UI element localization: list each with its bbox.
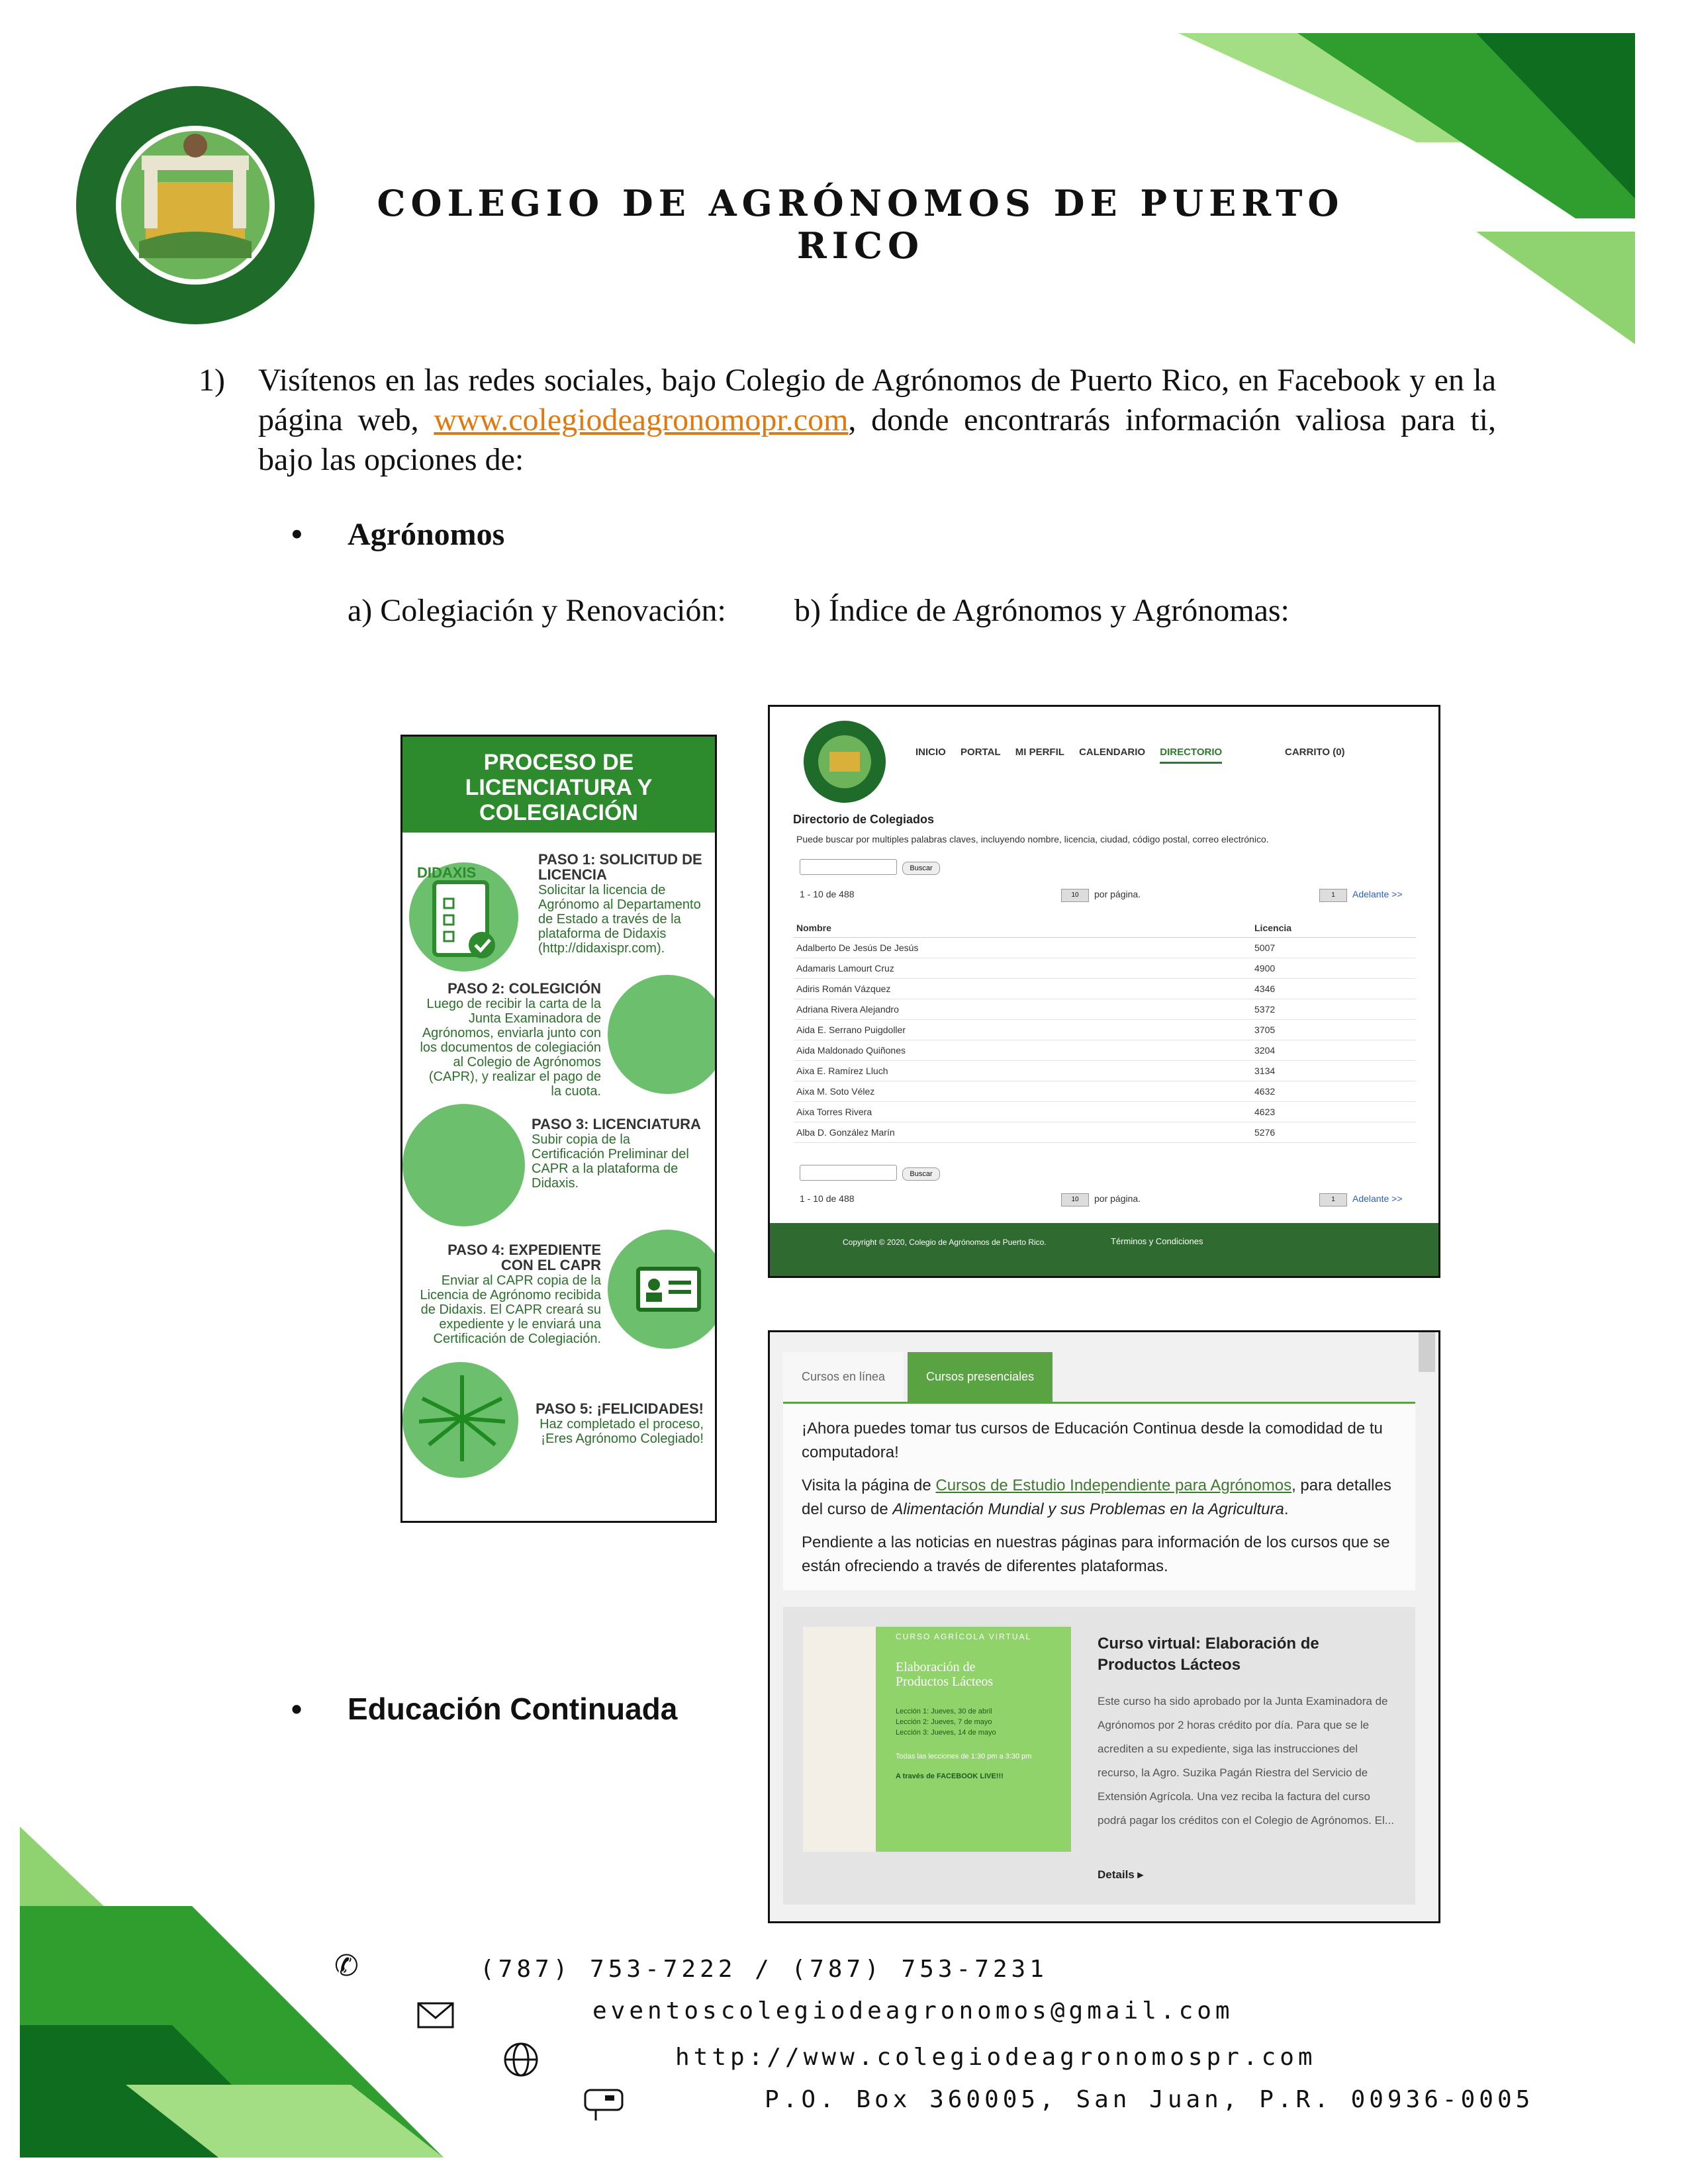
per-page-label: por página.	[1094, 889, 1141, 899]
courses-content	[783, 1402, 1415, 1590]
course-card-title[interactable]: Curso virtual: Elaboración de Productos Lácteos	[1098, 1635, 1319, 1674]
cell-nombre: Aixa Torres Rivera	[794, 1102, 1252, 1122]
step-4-title: PASO 4: EXPEDIENTE CON EL CAPR	[447, 1242, 601, 1273]
results-range-bottom: 1 - 10 de 488	[800, 1193, 855, 1204]
search-button[interactable]: Buscar	[902, 862, 940, 875]
step-1-title: PASO 1: SOLICITUD DE LICENCIA	[538, 851, 702, 883]
step-4-text: Enviar al CAPR copia de la Licencia de Agrónomo recibida de Didaxis. El CAPR creará su expediente y le enviará una Certificación de Colegiación.	[420, 1273, 601, 1346]
table-row[interactable]	[794, 999, 1416, 1020]
cart-link[interactable]: CARRITO (0)	[1285, 747, 1345, 758]
step-2-text: Luego de recibir la carta de la Junta Examinadora de Agrónomos, enviarla junto con los documentos de colegiación al Colegio de Agrónomos (CAPR), y realizar el pago de la cuota.	[420, 997, 601, 1099]
didaxis-label: DIDAXIS	[417, 864, 477, 881]
next-page-link[interactable]: Adelante >>	[1352, 889, 1403, 899]
contact-phone: (787) 753-7222 / (787) 753-7231	[480, 1956, 1048, 1983]
step-3-title: PASO 3: LICENCIATURA	[532, 1116, 701, 1132]
cell-licencia: 5007	[1252, 938, 1416, 958]
step-1	[538, 852, 707, 956]
independent-study-link[interactable]: Cursos de Estudio Independiente para Agrónomos	[935, 1477, 1292, 1494]
table-row[interactable]	[794, 979, 1416, 999]
dairy-photo	[803, 1627, 876, 1852]
cell-nombre: Aixa M. Soto Vélez	[794, 1081, 1252, 1102]
colegiados-table	[794, 919, 1416, 1143]
courses-screenshot	[768, 1330, 1440, 1923]
table-row[interactable]	[794, 1061, 1416, 1081]
step-5-text: Haz completado el proceso, ¡Eres Agrónomo Colegiado!	[539, 1417, 704, 1446]
nav-directorio[interactable]: DIRECTORIO	[1160, 747, 1222, 764]
step-3-text: Subir copia de la Certificación Preliminar del CAPR a la plataforma de Didaxis.	[532, 1132, 689, 1191]
cell-nombre: Aida E. Serrano Puigdoller	[794, 1020, 1252, 1040]
cell-licencia: 5276	[1252, 1122, 1416, 1143]
directory-title: Directorio de Colegiados	[793, 813, 935, 826]
nav-calendario[interactable]: CALENDARIO	[1079, 747, 1146, 758]
cell-nombre: Adalberto De Jesús De Jesús	[794, 938, 1252, 958]
directory-nav	[915, 747, 1234, 758]
bullet-educacion-label: Educación Continuada	[348, 1692, 678, 1726]
flyer-lesson-1: Lección 1: Jueves, 30 de abril	[896, 1707, 992, 1715]
checklist-icon	[428, 876, 500, 962]
page-select[interactable]: 1	[1319, 889, 1347, 902]
column-header-nombre: Nombre	[794, 919, 1252, 938]
step-5	[522, 1402, 704, 1446]
infographic-title: PROCESO DE LICENCIATURA Y COLEGIACIÓN	[402, 737, 715, 833]
table-row[interactable]	[794, 1081, 1416, 1102]
flyer-lesson-2: Lección 2: Jueves, 7 de mayo	[896, 1718, 992, 1726]
cell-nombre: Alba D. González Marín	[794, 1122, 1252, 1143]
intro-paragraph	[199, 361, 1496, 480]
cell-nombre: Adiris Román Vázquez	[794, 979, 1252, 999]
tab-cursos-presenciales[interactable]: Cursos presenciales	[908, 1352, 1053, 1402]
nav-inicio[interactable]: INICIO	[915, 747, 946, 758]
results-range: 1 - 10 de 488	[800, 889, 855, 899]
mailbox-icon	[583, 2085, 625, 2122]
organization-title: COLEGIO DE AGRÓNOMOS DE PUERTO RICO	[377, 182, 1344, 267]
courses-para-2-mid: , para detalles del curso de	[802, 1477, 1391, 1518]
details-link[interactable]: Details ▸	[1098, 1868, 1144, 1881]
step3-circle	[402, 1104, 525, 1226]
bullet-educacion	[291, 1691, 677, 1727]
courses-para-2-end: .	[1284, 1500, 1289, 1518]
cell-licencia: 3705	[1252, 1020, 1416, 1040]
tab-cursos-en-linea[interactable]: Cursos en línea	[783, 1352, 904, 1402]
bullet-dot-2: •	[291, 1692, 303, 1726]
courses-para-2	[802, 1474, 1397, 1522]
id-card-icon	[635, 1266, 702, 1312]
footer-copyright: Copyright © 2020, Colegio de Agrónomos de Puerto Rico.	[843, 1238, 1047, 1247]
nav-portal[interactable]: PORTAL	[961, 747, 1001, 758]
scrollbar[interactable]	[1419, 1332, 1435, 1372]
step-2-title: PASO 2: COLEGICIÓN	[447, 980, 601, 997]
intro-text-end: , donde encontrarás información valiosa para ti, bajo las opciones de:	[258, 402, 1496, 477]
search-button-bottom[interactable]: Buscar	[902, 1167, 940, 1181]
flyer-kicker: CURSO AGRÍCOLA VIRTUAL	[896, 1632, 1032, 1641]
directory-screenshot	[768, 705, 1440, 1278]
course-name: Alimentación Mundial y sus Problemas en la Agricultura	[892, 1500, 1284, 1518]
cell-licencia: 3204	[1252, 1040, 1416, 1061]
item-colegiacion: a) Colegiación y Renovación:	[348, 593, 726, 628]
directory-description: Puede buscar por multiples palabras claves, incluyendo nombre, licencia, ciudad, código postal, correo electrónico.	[796, 834, 1269, 844]
next-page-link-bottom[interactable]: Adelante >>	[1352, 1193, 1403, 1204]
cell-nombre: Aixa E. Ramírez Lluch	[794, 1061, 1252, 1081]
flyer-lessons	[896, 1706, 996, 1738]
website-link[interactable]: www.colegiodeagronomopr.com	[434, 402, 849, 437]
flyer-live: A través de FACEBOOK LIVE!!!	[896, 1772, 1004, 1780]
intro-text: Visítenos en las redes sociales, bajo Colegio de Agrónomos de Puerto Rico, en Facebook y en la página web,	[258, 363, 1496, 437]
palm-icon	[416, 1372, 508, 1465]
directory-search-input-bottom[interactable]	[800, 1165, 897, 1181]
course-card	[783, 1607, 1415, 1905]
table-row[interactable]	[794, 938, 1416, 958]
intro-number: 1)	[199, 363, 225, 398]
courses-para-1: ¡Ahora puedes tomar tus cursos de Educación Continua desde la comodidad de tu computadora!	[802, 1420, 1383, 1461]
flyer-lesson-3: Lección 3: Jueves, 14 de mayo	[896, 1729, 996, 1737]
licensing-infographic	[400, 735, 717, 1523]
cell-licencia: 4623	[1252, 1102, 1416, 1122]
contact-email[interactable]: eventoscolegiodeagronomos@gmail.com	[592, 1997, 1234, 2025]
table-row[interactable]	[794, 1102, 1416, 1122]
contact-address: P.O. Box 360005, San Juan, P.R. 00936-0005	[765, 2086, 1534, 2113]
course-flyer[interactable]	[803, 1627, 1071, 1852]
courses-para-2-text: Visita la página de	[802, 1477, 936, 1494]
bullet-agronomos-label: Agrónomos	[348, 517, 505, 552]
item-indice: b) Índice de Agrónomos y Agrónomas:	[794, 593, 1289, 628]
bottom-left-decoration	[20, 1827, 457, 2158]
cell-nombre: Adamaris Lamourt Cruz	[794, 958, 1252, 979]
logo-seal	[73, 83, 318, 328]
step-4	[416, 1243, 601, 1346]
flyer-title: Elaboración de Productos Lácteos	[896, 1660, 994, 1689]
courses-para-3: Pendiente a las noticias en nuestras páginas para información de los cursos que se están ofreciendo a través de diferentes plataformas.	[802, 1533, 1390, 1575]
contact-web[interactable]: http://www.colegiodeagronomospr.com	[675, 2044, 1317, 2071]
cell-licencia: 3134	[1252, 1061, 1416, 1081]
column-header-licencia: Licencia	[1252, 919, 1416, 938]
envelope-icon	[417, 2002, 454, 2028]
globe-icon	[503, 2042, 539, 2077]
table-row[interactable]	[794, 1122, 1416, 1143]
step-3	[532, 1117, 704, 1191]
cell-licencia: 4900	[1252, 958, 1416, 979]
table-row[interactable]	[794, 1040, 1416, 1061]
directory-search-input[interactable]	[800, 859, 897, 875]
nav-mi-perfil[interactable]: MI PERFIL	[1015, 747, 1064, 758]
phone-icon: ✆	[334, 1950, 359, 1982]
step2-circle	[608, 975, 717, 1094]
step-2	[416, 981, 601, 1099]
cell-licencia: 4632	[1252, 1081, 1416, 1102]
cell-licencia: 5372	[1252, 999, 1416, 1020]
cell-licencia: 4346	[1252, 979, 1416, 999]
per-page-label-bottom: por página.	[1094, 1193, 1141, 1204]
bullet-agronomos	[291, 516, 504, 553]
step-1-text: Solicitar la licencia de Agrónomo al Departamento de Estado a través de la plataforma de Didaxis (http://didaxispr.com).	[538, 883, 701, 956]
per-page-select[interactable]: 10	[1061, 889, 1089, 902]
table-row[interactable]	[794, 958, 1416, 979]
bullet-dot: •	[291, 517, 303, 552]
per-page-select-bottom[interactable]: 10	[1061, 1193, 1089, 1206]
directory-logo	[802, 719, 888, 805]
table-row[interactable]	[794, 1020, 1416, 1040]
footer-terms-link[interactable]: Términos y Condiciones	[1111, 1236, 1203, 1246]
directory-footer	[770, 1223, 1438, 1276]
cell-nombre: Aida Maldonado Quiñones	[794, 1040, 1252, 1061]
cell-nombre: Adriana Rivera Alejandro	[794, 999, 1252, 1020]
step-5-title: PASO 5: ¡FELICIDADES!	[536, 1400, 704, 1417]
course-card-text: Este curso ha sido aprobado por la Junta Examinadora de Agrónomos por 2 horas crédito por día. Para que se le acrediten a su expediente, siga las instrucciones del recurso, la Agro. Suzika Pagán Riestra del Servicio de Extensión Agrícola. Una vez reciba la factura del curso podrá pagar los créditos con el Colegio de Agrónomos. El...	[1098, 1695, 1394, 1827]
page-select-bottom[interactable]: 1	[1319, 1193, 1347, 1206]
flyer-time: Todas las lecciones de 1:30 pm a 3:30 pm	[896, 1752, 1032, 1760]
